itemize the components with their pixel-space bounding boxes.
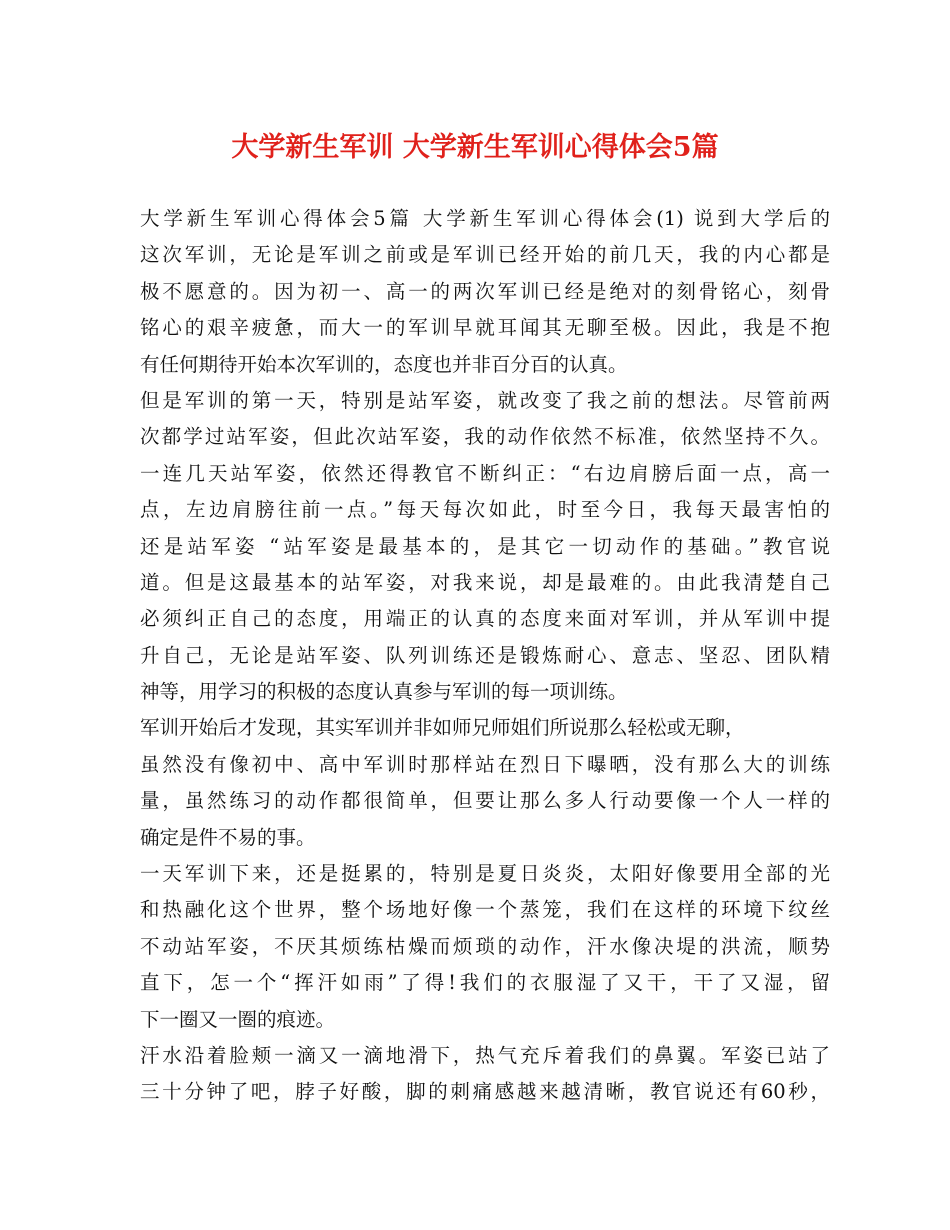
- text-line: 量，虽然练习的动作都很简单，但要让那么多人行动要像一个人一样的: [140, 789, 830, 813]
- text-line: 还是站军姿 “站军姿是最基本的，是其它一切动作的基础。”教官说: [140, 534, 830, 558]
- text-line: 和热融化这个世界，整个场地好像一个蒸笼，我们在这样的环境下纹丝: [140, 898, 830, 922]
- text-line: 必须纠正自己的态度，用端正的认真的态度来面对军训，并从军训中提: [140, 607, 830, 631]
- text-line: 三十分钟了吧，脖子好酸，脚的刺痛感越来越清晰，教官说还有60秒，: [140, 1080, 830, 1104]
- text-line: 铭心的艰辛疲惫，而大一的军训早就耳闻其无聊至极。因此，我是不抱: [140, 316, 830, 340]
- text-line: 极不愿意的。因为初一、高一的两次军训已经是绝对的刻骨铭心，刻骨: [140, 279, 830, 303]
- text-line: 神等，用学习的积极的态度认真参与军训的每一项训练。: [140, 680, 628, 704]
- text-line: 有任何期待开始本次军训的，态度也并非百分百的认真。: [140, 352, 628, 376]
- text-line: 一天军训下来，还是挺累的，特别是夏日炎炎，太阳好像要用全部的光: [140, 862, 830, 886]
- text-line: 不动站军姿，不厌其烦练枯燥而烦琐的动作，汗水像决堤的洪流，顺势: [140, 934, 830, 958]
- text-line: 升自己，无论是站军姿、队列训练还是锻炼耐心、意志、坚忍、团队精: [140, 643, 830, 667]
- text-line: 道。但是这最基本的站军姿，对我来说，却是最难的。由此我清楚自己: [140, 570, 830, 594]
- text-line: 汗水沿着脸颊一滴又一滴地滑下，热气充斥着我们的鼻翼。军姿已站了: [140, 1043, 830, 1067]
- text-line: 确定是件不易的事。: [140, 825, 316, 849]
- text-line: 军训开始后才发现，其实军训并非如师兄师姐们所说那么轻松或无聊，: [140, 716, 745, 740]
- text-line: 下一圈又一圈的痕迹。: [140, 1007, 336, 1031]
- text-line: 次都学过站军姿，但此次站军姿，我的动作依然不标准，依然坚持不久。: [140, 425, 830, 449]
- text-line: 这次军训，无论是军训之前或是军训已经开始的前几天，我的内心都是: [140, 243, 830, 267]
- article-body: [140, 201, 830, 1111]
- text-line: 大学新生军训心得体会5篇 大学新生军训心得体会(1) 说到大学后的: [140, 207, 830, 230]
- text-line: 一连几天站军姿，依然还得教官不断纠正：“右边肩膀后面一点，高一: [140, 461, 830, 485]
- text-line: 但是军训的第一天，特别是站军姿，就改变了我之前的想法。尽管前两: [140, 388, 830, 412]
- text-line: 虽然没有像初中、高中军训时那样站在烈日下曝晒，没有那么大的训练: [140, 752, 830, 776]
- text-line: 直下，怎一个“挥汗如雨”了得!我们的衣服湿了又干，干了又湿，留: [140, 971, 830, 995]
- page-title: 大学新生军训 大学新生军训心得体会5篇: [231, 132, 719, 163]
- text-line: 点，左边肩膀往前一点。”每天每次如此，时至今日，我每天最害怕的: [140, 498, 830, 522]
